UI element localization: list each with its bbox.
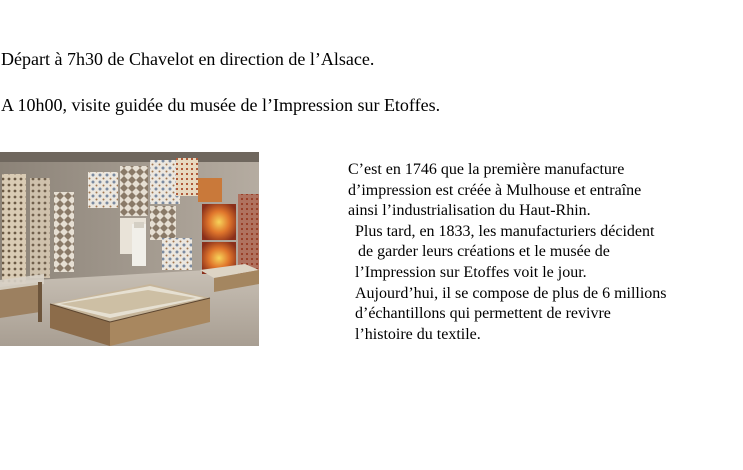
description-line: de garder leurs créations et le musée de [358, 243, 610, 261]
description-line: ainsi l’industrialisation du Haut-Rhin. [348, 202, 591, 220]
description-line: d’échantillons qui permettent de revivre [355, 305, 611, 323]
description-line: Plus tard, en 1833, les manufacturiers décident [355, 222, 655, 240]
description-line: l’Impression sur Etoffes voit le jour. [355, 263, 587, 281]
description-line: d’impression est créée à Mulhouse et entraîne [348, 181, 642, 199]
museum-photo-illustration [0, 152, 259, 346]
description-line: C’est en 1746 que la première manufacture [348, 161, 625, 178]
museum-photo [0, 152, 259, 346]
museum-description [348, 160, 743, 345]
description-line: l’histoire du textile. [355, 325, 481, 343]
museum-visit-line: A 10h00, visite guidée du musée de l’Impression sur Etoffes. [1, 95, 441, 115]
departure-line: Départ à 7h30 de Chavelot en direction de l’Alsace. [1, 49, 375, 69]
description-line: Aujourd’hui, il se compose de plus de 6 millions [355, 284, 667, 302]
